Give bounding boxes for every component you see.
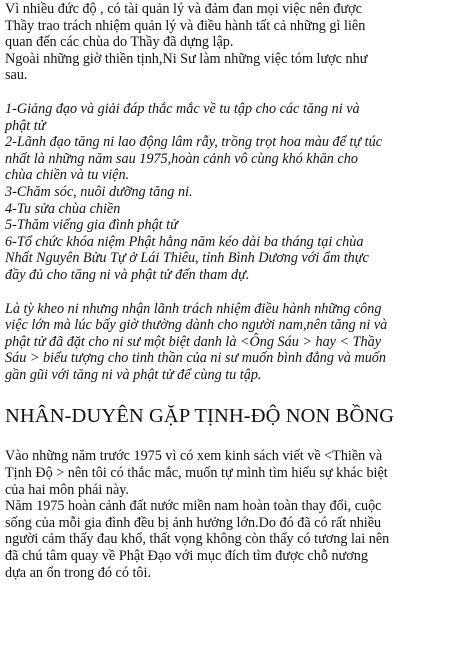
summary-line: Sáu > biểu tượng cho tinh thần của ni sư muốn bình đẳng và muốn: [5, 350, 386, 367]
story-line: của hai môn phái này.: [5, 481, 129, 498]
story-line: sống của mỗi gia đình đều bị ảnh hưởng lớn.Do đó đã có rất nhiều: [5, 514, 382, 531]
duties-list: [5, 101, 447, 284]
intro-line: Thầy trao trách nhiệm quản lý và điều hành tất cả những gì liên: [5, 17, 366, 34]
story-line: Vào những năm trước 1975 vì có xem kinh sách viết về <Thiền và: [5, 448, 383, 465]
story-line: dựa an ổn trong đó có tôi.: [5, 564, 151, 581]
duty-line: 4-Tu sửa chùa chiền: [5, 200, 121, 217]
duty-line: 2-Lãnh đạo tăng ni lao động lâm rẫy, trồng trọt hoa màu để tự túc: [5, 134, 383, 151]
story-paragraph-1: [5, 448, 447, 498]
summary-line: Là tỳ kheo ni nhưng nhận lãnh trách nhiệm điều hành những công: [5, 300, 382, 317]
duty-line: 3-Chăm sóc, nuôi dưỡng tăng ni.: [5, 183, 193, 200]
duty-line: 6-Tổ chức khóa niệm Phật hằng năm kéo dài ba tháng tại chùa: [5, 233, 364, 250]
section-heading: NHÂN-DUYÊN GẶP TỊNH-ĐỘ NON BỒNG: [5, 405, 395, 428]
duty-line: nhất là những năm sau 1975,hoàn cảnh vô cùng khó khăn cho: [5, 150, 358, 167]
duty-line: phật tử: [5, 117, 46, 134]
summary-line: gần gũi với tăng ni và phật tử để cùng tu tập.: [5, 366, 262, 383]
intro-paragraph: [5, 1, 447, 84]
intro-line: Vì nhiều đức độ , có tài quản lý và đảm đan mọi việc nên được: [5, 1, 362, 17]
summary-line: phật tử đã đặt cho ni sư một biệt danh là <Ông Sáu > hay < Thầy: [5, 333, 382, 350]
story-line: đã chú tâm quay về Phật Đạo với mục đích tìm được chỗ nương: [5, 548, 368, 565]
intro-line: sau.: [5, 67, 28, 84]
summary-paragraph: [5, 301, 447, 384]
duty-line: đầy đủ cho tăng ni và phật tử đến tham dự.: [5, 266, 250, 283]
document-page: [5, 1, 447, 581]
duty-line: Nhất Nguyên Bửu Tự ở Lái Thiêu, tỉnh Bình Dương với ẩm thực: [5, 250, 369, 267]
story-line: người cảm thấy đau khổ, thất vọng không còn thấy có tương lai nên: [5, 531, 390, 548]
story-paragraph-2: [5, 498, 447, 581]
duty-line: chùa chiền và tu viện.: [5, 167, 130, 184]
story-line: Tịnh Độ > nên tôi có thắc mắc, muốn tự mình tìm hiểu sự khác biệt: [5, 465, 388, 482]
story-line: Năm 1975 hoàn cảnh đất nước miền nam hoàn toàn thay đổi, cuộc: [5, 498, 382, 515]
duty-line: 5-Thăm viếng gia đình phật tử: [5, 217, 178, 234]
intro-line: Ngoài những giờ thiền tịnh,Ni Sư làm những việc tóm lược như: [5, 50, 368, 67]
summary-line: việc lớn mà lúc bấy giờ thường dành cho người nam,nên tăng ni và: [5, 317, 388, 334]
intro-line: quan đến các chùa do Thầy đã dựng lập.: [5, 34, 234, 51]
duty-line: 1-Giảng đạo và giải đáp thắc mắc về tu tập cho các tăng ni và: [5, 100, 360, 117]
